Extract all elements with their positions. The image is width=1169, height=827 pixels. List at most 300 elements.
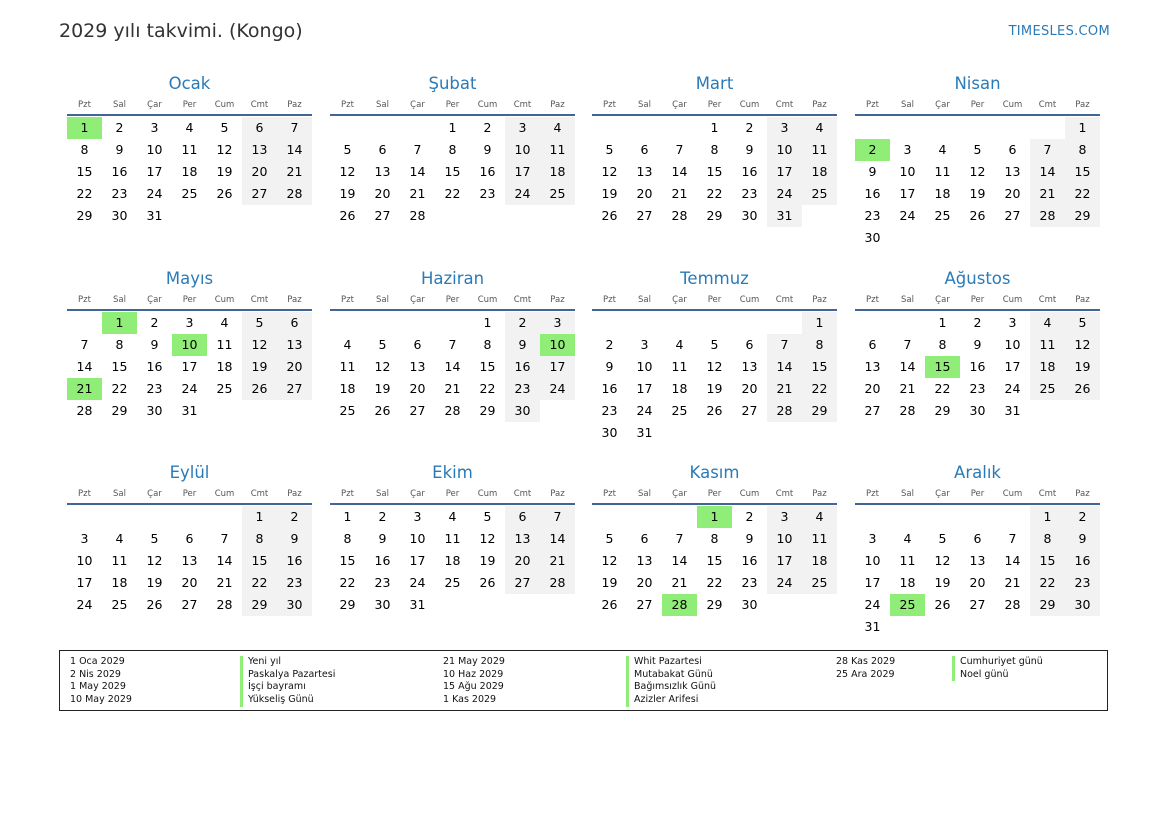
- legend-holiday-name: Mutabakat Günü: [626, 669, 716, 682]
- day-cell: 6: [640, 142, 649, 157]
- day-cell: 30: [146, 403, 163, 418]
- day-cell: 19: [339, 186, 356, 201]
- weekday-label: Paz: [1075, 100, 1090, 110]
- day-cell: 19: [216, 164, 233, 179]
- weekday-label: Per: [970, 100, 985, 110]
- day-cell: 13: [181, 553, 198, 568]
- empty-cell: [592, 312, 627, 334]
- day-cell: 20: [374, 186, 391, 201]
- day-cell: 22: [706, 575, 723, 590]
- weekday-label: Paz: [812, 100, 827, 110]
- day-cell: 27: [1004, 208, 1021, 223]
- day-cell: 2: [605, 337, 614, 352]
- empty-cell: [732, 312, 767, 334]
- day-cell: 6: [505, 506, 540, 528]
- day-grid: [330, 312, 575, 422]
- weekday-label: Paz: [1075, 295, 1090, 305]
- day-cell: 17: [146, 164, 163, 179]
- day-cell: 16: [374, 553, 391, 568]
- day-cell: 13: [864, 359, 881, 374]
- day-cell: 7: [675, 531, 684, 546]
- day-cell: 4: [448, 509, 457, 524]
- weekday-label: Cum: [739, 100, 760, 110]
- month-block: [67, 73, 312, 227]
- day-cell: 31: [146, 208, 163, 223]
- day-cell: 20: [242, 161, 277, 183]
- day-cell: 11: [339, 359, 356, 374]
- weekday-header: [67, 97, 312, 116]
- weekday-label: Çar: [672, 295, 687, 305]
- day-cell: 8: [448, 142, 457, 157]
- day-cell: 26: [146, 597, 163, 612]
- weekday-label: Cmt: [513, 489, 532, 499]
- day-cell: 12: [374, 359, 391, 374]
- day-cell: 8: [1065, 139, 1100, 161]
- weekday-label: Cmt: [250, 100, 269, 110]
- weekday-label: Cum: [1002, 295, 1023, 305]
- holiday-day-cell: 25: [890, 594, 925, 616]
- day-cell: 26: [374, 403, 391, 418]
- empty-cell: [855, 117, 890, 139]
- day-cell: 20: [636, 186, 653, 201]
- legend-holiday-name: Bağımsızlık Günü: [626, 681, 716, 694]
- day-cell: 28: [671, 208, 688, 223]
- day-cell: 3: [1008, 315, 1017, 330]
- weekday-label: Cum: [214, 295, 235, 305]
- day-cell: 2: [115, 120, 124, 135]
- legend-holiday-name: Yükseliş Günü: [240, 694, 335, 707]
- day-cell: 30: [374, 597, 391, 612]
- day-cell: 13: [1004, 164, 1021, 179]
- day-cell: 31: [636, 425, 653, 440]
- day-cell: 22: [242, 572, 277, 594]
- day-cell: 28: [1004, 597, 1021, 612]
- day-cell: 2: [150, 315, 159, 330]
- weekday-label: Sal: [113, 295, 126, 305]
- weekday-label: Paz: [550, 489, 565, 499]
- day-cell: 10: [864, 553, 881, 568]
- weekday-label: Cum: [214, 100, 235, 110]
- empty-cell: [592, 506, 627, 528]
- empty-cell: [172, 506, 207, 528]
- weekday-label: Per: [707, 295, 722, 305]
- day-cell: 12: [934, 553, 951, 568]
- weekday-label: Pzt: [866, 489, 879, 499]
- empty-cell: [207, 506, 242, 528]
- day-cell: 15: [339, 553, 356, 568]
- day-cell: 9: [868, 164, 877, 179]
- weekday-label: Çar: [147, 489, 162, 499]
- day-cell: 8: [483, 337, 492, 352]
- day-cell: 25: [671, 403, 688, 418]
- day-cell: 11: [111, 553, 128, 568]
- month-block: [592, 462, 837, 616]
- empty-cell: [1030, 117, 1065, 139]
- day-cell: 16: [1065, 550, 1100, 572]
- weekday-label: Cum: [477, 295, 498, 305]
- day-cell: 25: [339, 403, 356, 418]
- day-cell: 15: [802, 356, 837, 378]
- day-cell: 29: [802, 400, 837, 422]
- day-cell: 28: [277, 183, 312, 205]
- day-cell: 4: [675, 337, 684, 352]
- day-cell: 29: [76, 208, 93, 223]
- day-cell: 24: [409, 575, 426, 590]
- day-cell: 22: [444, 186, 461, 201]
- day-cell: 7: [413, 142, 422, 157]
- day-cell: 1: [710, 120, 719, 135]
- day-cell: 18: [181, 164, 198, 179]
- day-cell: 5: [242, 312, 277, 334]
- weekday-label: Sal: [638, 489, 651, 499]
- day-cell: 27: [636, 597, 653, 612]
- day-cell: 16: [479, 164, 496, 179]
- day-cell: 10: [505, 139, 540, 161]
- day-grid: [855, 312, 1100, 422]
- legend-holiday-name: Yeni yıl: [240, 656, 335, 669]
- month-name: Temmuz: [680, 269, 749, 288]
- month-block: [855, 268, 1100, 422]
- month-block: [330, 462, 575, 616]
- day-cell: 10: [899, 164, 916, 179]
- day-cell: 22: [706, 186, 723, 201]
- day-cell: 26: [601, 597, 618, 612]
- weekday-label: Paz: [287, 100, 302, 110]
- day-cell: 3: [185, 315, 194, 330]
- day-cell: 6: [868, 337, 877, 352]
- day-cell: 16: [969, 359, 986, 374]
- day-cell: 26: [242, 378, 277, 400]
- day-cell: 19: [1065, 356, 1100, 378]
- legend-holiday-name: Noel günü: [952, 669, 1043, 682]
- day-cell: 24: [505, 183, 540, 205]
- empty-cell: [627, 506, 662, 528]
- day-cell: 5: [1065, 312, 1100, 334]
- day-cell: 6: [413, 337, 422, 352]
- day-cell: 20: [636, 575, 653, 590]
- weekday-label: Cmt: [1038, 489, 1057, 499]
- day-cell: 17: [409, 553, 426, 568]
- weekday-header: [592, 292, 837, 311]
- weekday-label: Cmt: [250, 295, 269, 305]
- legend-date: 1 Oca 2029: [70, 656, 125, 667]
- weekday-label: Cum: [739, 489, 760, 499]
- empty-cell: [137, 506, 172, 528]
- day-cell: 2: [378, 509, 387, 524]
- day-cell: 15: [479, 359, 496, 374]
- weekday-label: Per: [445, 100, 460, 110]
- day-cell: 16: [146, 359, 163, 374]
- weekday-label: Pzt: [603, 489, 616, 499]
- day-cell: 19: [479, 553, 496, 568]
- day-cell: 22: [934, 381, 951, 396]
- day-cell: 26: [934, 597, 951, 612]
- day-cell: 4: [1030, 312, 1065, 334]
- day-cell: 4: [343, 337, 352, 352]
- day-cell: 20: [1004, 186, 1021, 201]
- day-cell: 5: [483, 509, 492, 524]
- day-cell: 5: [220, 120, 229, 135]
- day-cell: 22: [111, 381, 128, 396]
- weekday-header: [330, 292, 575, 311]
- day-cell: 24: [1004, 381, 1021, 396]
- month-name: Ekim: [432, 463, 473, 482]
- weekday-label: Cmt: [775, 489, 794, 499]
- day-cell: 4: [903, 531, 912, 546]
- day-cell: 10: [146, 142, 163, 157]
- day-cell: 8: [802, 334, 837, 356]
- day-cell: 19: [146, 575, 163, 590]
- day-cell: 2: [505, 312, 540, 334]
- day-cell: 5: [605, 142, 614, 157]
- day-cell: 17: [540, 356, 575, 378]
- day-cell: 8: [710, 142, 719, 157]
- day-cell: 3: [80, 531, 89, 546]
- day-cell: 24: [181, 381, 198, 396]
- weekday-label: Cmt: [513, 295, 532, 305]
- day-cell: 18: [111, 575, 128, 590]
- day-cell: 23: [741, 575, 758, 590]
- day-cell: 10: [76, 553, 93, 568]
- day-cell: 1: [1065, 117, 1100, 139]
- day-cell: 11: [899, 553, 916, 568]
- day-grid: [855, 506, 1100, 638]
- day-cell: 10: [767, 528, 802, 550]
- day-cell: 25: [444, 575, 461, 590]
- day-cell: 21: [1030, 183, 1065, 205]
- day-cell: 8: [710, 531, 719, 546]
- day-cell: 10: [1004, 337, 1021, 352]
- day-cell: 2: [277, 506, 312, 528]
- day-cell: 8: [938, 337, 947, 352]
- day-cell: 17: [899, 186, 916, 201]
- day-cell: 30: [741, 208, 758, 223]
- month-block: [330, 268, 575, 422]
- day-cell: 9: [115, 142, 124, 157]
- day-cell: 14: [409, 164, 426, 179]
- day-cell: 29: [1065, 205, 1100, 227]
- day-cell: 24: [540, 378, 575, 400]
- day-cell: 9: [483, 142, 492, 157]
- legend-names-2: [626, 656, 716, 707]
- day-cell: 2: [483, 120, 492, 135]
- weekday-label: Çar: [147, 295, 162, 305]
- legend-dates-2: [443, 656, 505, 707]
- holiday-day-cell: 28: [662, 594, 697, 616]
- empty-cell: [995, 117, 1030, 139]
- day-cell: 24: [636, 403, 653, 418]
- weekday-label: Cmt: [775, 295, 794, 305]
- weekday-label: Paz: [287, 489, 302, 499]
- weekday-label: Cum: [739, 295, 760, 305]
- weekday-label: Paz: [287, 295, 302, 305]
- day-cell: 4: [938, 142, 947, 157]
- day-cell: 13: [636, 164, 653, 179]
- day-cell: 31: [409, 597, 426, 612]
- day-cell: 8: [242, 528, 277, 550]
- day-cell: 18: [802, 161, 837, 183]
- empty-cell: [102, 506, 137, 528]
- legend-names-3: [952, 656, 1043, 681]
- day-cell: 16: [505, 356, 540, 378]
- month-name: Mart: [695, 74, 734, 93]
- month-block: [592, 268, 837, 444]
- holiday-day-cell: 15: [925, 356, 960, 378]
- day-cell: 28: [540, 572, 575, 594]
- day-grid: [67, 312, 312, 422]
- day-cell: 25: [111, 597, 128, 612]
- weekday-label: Çar: [410, 295, 425, 305]
- page-title: 2029 yılı takvimi. (Kongo): [59, 20, 303, 42]
- day-cell: 30: [601, 425, 618, 440]
- weekday-label: Çar: [410, 489, 425, 499]
- day-cell: 6: [277, 312, 312, 334]
- holiday-day-cell: 1: [102, 312, 137, 334]
- month-block: [855, 462, 1100, 638]
- day-cell: 18: [444, 553, 461, 568]
- day-cell: 17: [636, 381, 653, 396]
- day-cell: 6: [378, 142, 387, 157]
- day-cell: 1: [242, 506, 277, 528]
- weekday-label: Sal: [901, 100, 914, 110]
- day-cell: 4: [185, 120, 194, 135]
- day-cell: 30: [277, 594, 312, 616]
- day-cell: 7: [448, 337, 457, 352]
- day-cell: 22: [479, 381, 496, 396]
- weekday-label: Cmt: [513, 100, 532, 110]
- month-name: Aralık: [954, 463, 1001, 482]
- day-cell: 7: [1008, 531, 1017, 546]
- day-cell: 24: [76, 597, 93, 612]
- day-cell: 1: [343, 509, 352, 524]
- day-cell: 27: [277, 378, 312, 400]
- day-cell: 21: [540, 550, 575, 572]
- day-cell: 3: [868, 531, 877, 546]
- day-cell: 11: [540, 139, 575, 161]
- day-cell: 7: [903, 337, 912, 352]
- day-cell: 4: [115, 531, 124, 546]
- empty-cell: [767, 312, 802, 334]
- legend-date: 21 May 2029: [443, 656, 505, 667]
- empty-cell: [890, 117, 925, 139]
- day-cell: 27: [864, 403, 881, 418]
- day-grid: [67, 506, 312, 616]
- day-cell: 28: [899, 403, 916, 418]
- day-cell: 5: [150, 531, 159, 546]
- day-cell: 6: [185, 531, 194, 546]
- day-cell: 12: [146, 553, 163, 568]
- day-cell: 31: [1004, 403, 1021, 418]
- legend-holiday-name: İşçi bayramı: [240, 681, 335, 694]
- holiday-day-cell: 2: [855, 139, 890, 161]
- day-cell: 31: [181, 403, 198, 418]
- empty-cell: [400, 312, 435, 334]
- day-cell: 3: [903, 142, 912, 157]
- weekday-label: Cum: [214, 489, 235, 499]
- day-cell: 23: [277, 572, 312, 594]
- day-cell: 4: [220, 315, 229, 330]
- day-cell: 5: [938, 531, 947, 546]
- day-cell: 25: [540, 183, 575, 205]
- empty-cell: [67, 312, 102, 334]
- day-cell: 29: [706, 597, 723, 612]
- weekday-label: Sal: [638, 295, 651, 305]
- day-cell: 2: [745, 120, 754, 135]
- weekday-header: [330, 486, 575, 505]
- day-cell: 25: [802, 183, 837, 205]
- day-cell: 28: [76, 403, 93, 418]
- day-cell: 20: [969, 575, 986, 590]
- legend-dates-1: [70, 656, 132, 707]
- weekday-label: Per: [970, 489, 985, 499]
- day-cell: 7: [675, 142, 684, 157]
- day-cell: 6: [1008, 142, 1017, 157]
- empty-cell: [890, 312, 925, 334]
- day-cell: 6: [745, 337, 754, 352]
- day-cell: 24: [864, 597, 881, 612]
- weekday-label: Çar: [410, 100, 425, 110]
- holiday-day-cell: 1: [67, 117, 102, 139]
- month-name: Mayıs: [165, 269, 214, 288]
- day-cell: 4: [802, 506, 837, 528]
- day-cell: 3: [767, 117, 802, 139]
- empty-cell: [925, 506, 960, 528]
- day-cell: 13: [741, 359, 758, 374]
- brand-link[interactable]: TIMESLES.COM: [1008, 24, 1110, 39]
- day-cell: 26: [969, 208, 986, 223]
- day-cell: 14: [216, 553, 233, 568]
- weekday-label: Paz: [812, 295, 827, 305]
- weekday-label: Cum: [1002, 489, 1023, 499]
- legend-holiday-name: Paskalya Pazartesi: [240, 669, 335, 682]
- day-cell: 4: [540, 117, 575, 139]
- legend-holiday-name: Azizler Arifesi: [626, 694, 716, 707]
- day-cell: 12: [601, 553, 618, 568]
- legend-names-1: [240, 656, 335, 707]
- day-cell: 18: [1030, 356, 1065, 378]
- day-cell: 14: [767, 356, 802, 378]
- day-cell: 11: [671, 359, 688, 374]
- month-block: [855, 73, 1100, 249]
- empty-cell: [330, 117, 365, 139]
- month-block: [592, 73, 837, 227]
- day-cell: 22: [1030, 572, 1065, 594]
- day-cell: 29: [1030, 594, 1065, 616]
- day-cell: 14: [671, 164, 688, 179]
- day-cell: 20: [409, 381, 426, 396]
- weekday-label: Pzt: [341, 489, 354, 499]
- day-cell: 13: [409, 359, 426, 374]
- day-cell: 11: [802, 528, 837, 550]
- day-cell: 15: [444, 164, 461, 179]
- month-name: Eylül: [169, 463, 210, 482]
- day-cell: 5: [378, 337, 387, 352]
- weekday-label: Çar: [672, 100, 687, 110]
- day-cell: 27: [242, 183, 277, 205]
- holiday-day-cell: 21: [67, 378, 102, 400]
- day-cell: 1: [448, 120, 457, 135]
- weekday-label: Çar: [935, 295, 950, 305]
- day-cell: 20: [181, 575, 198, 590]
- weekday-label: Pzt: [78, 100, 91, 110]
- month-name: Haziran: [420, 269, 485, 288]
- day-cell: 14: [277, 139, 312, 161]
- day-cell: 7: [220, 531, 229, 546]
- day-cell: 11: [934, 164, 951, 179]
- day-cell: 19: [601, 575, 618, 590]
- day-cell: 27: [505, 572, 540, 594]
- weekday-label: Sal: [376, 489, 389, 499]
